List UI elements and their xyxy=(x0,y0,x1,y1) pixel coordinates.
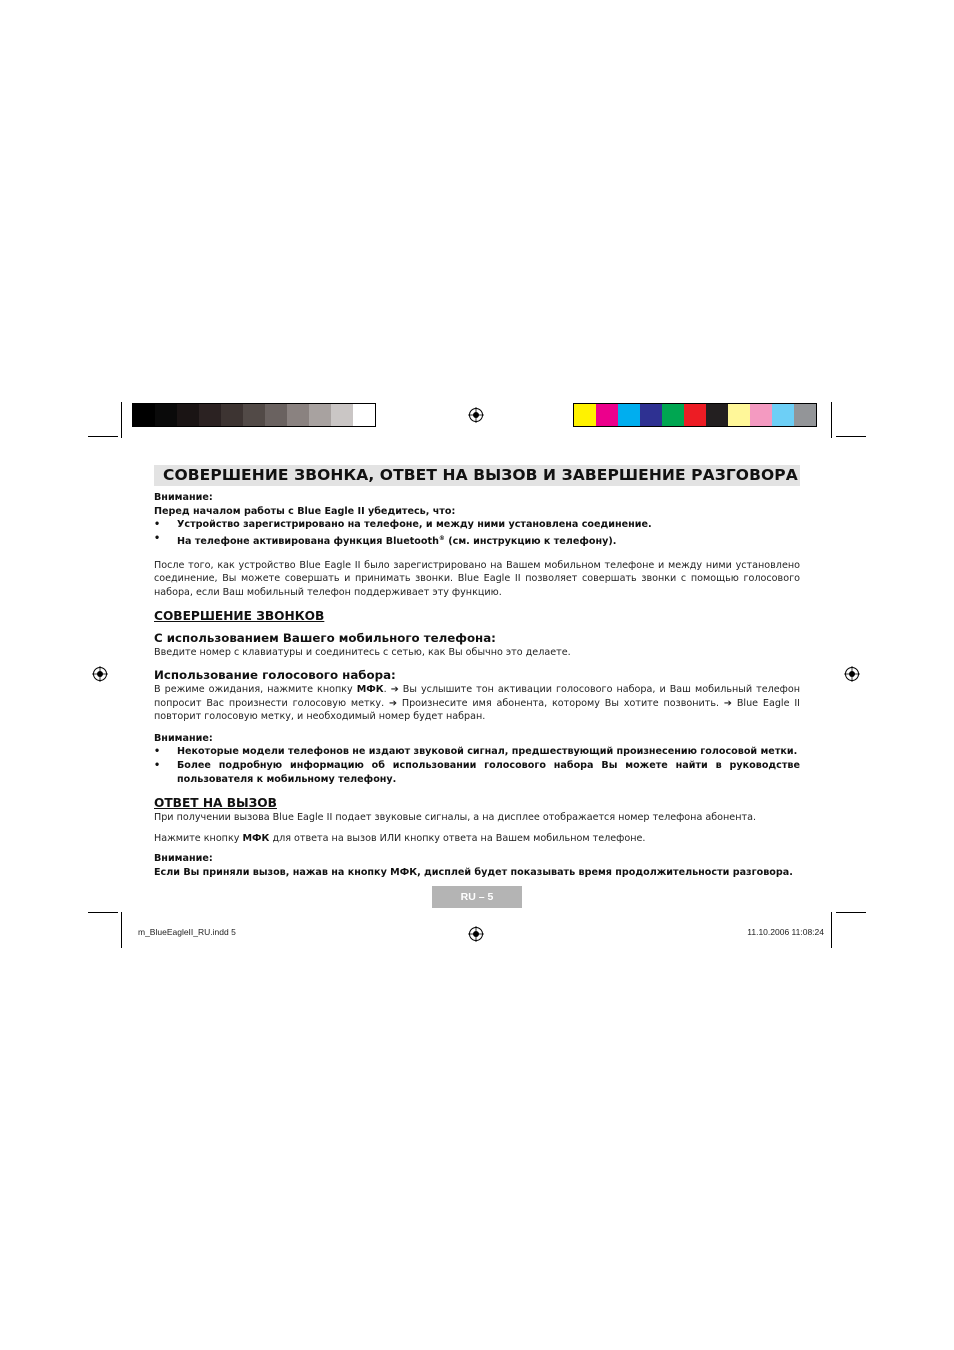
color-swatch xyxy=(794,404,816,426)
page-title: СОВЕРШЕНИЕ ЗВОНКА, ОТВЕТ НА ВЫЗОВ И ЗАВЕРШЕНИЕ РАЗГОВОРА xyxy=(163,466,798,484)
notice-label: Внимание: xyxy=(154,732,213,744)
registration-mark-icon xyxy=(468,926,484,942)
color-swatch xyxy=(596,404,618,426)
color-swatch xyxy=(133,404,155,426)
crop-mark-top-left-horizontal xyxy=(88,436,118,437)
color-swatch xyxy=(155,404,177,426)
color-swatch xyxy=(618,404,640,426)
color-swatch xyxy=(684,404,706,426)
crop-mark-top-right-vertical xyxy=(831,402,832,438)
section-heading-calls: СОВЕРШЕНИЕ ЗВОНКОВ xyxy=(154,609,325,624)
color-swatch xyxy=(287,404,309,426)
notice-label: Внимание: xyxy=(154,853,213,865)
crop-mark-bottom-left-vertical xyxy=(121,912,122,948)
paragraph-answer-1: При получении вызова Blue Eagle II подает звуковые сигналы, а на дисплее отображается номер телефона абонента. xyxy=(154,812,757,824)
color-swatch xyxy=(772,404,794,426)
subheading-mobile-phone: С использованием Вашего мобильного телефона: xyxy=(154,631,496,646)
color-swatch xyxy=(728,404,750,426)
crop-mark-top-right-horizontal xyxy=(836,436,866,437)
list-item: • Устройство зарегистрировано на телефоне, и между ними установлена соединение. xyxy=(154,519,652,531)
color-swatch xyxy=(706,404,728,426)
color-swatch xyxy=(177,404,199,426)
page-content xyxy=(154,491,800,879)
subheading-voice-dial: Использование голосового набора: xyxy=(154,667,396,682)
slug-filename: m_BlueEagleII_RU.indd 5 xyxy=(138,927,236,937)
section-heading-answer: ОТВЕТ НА ВЫЗОВ xyxy=(154,796,277,811)
notice-answer-text: Если Вы приняли вызов, нажав на кнопку МФК, дисплей будет показывать время продолжительности разговора. xyxy=(154,866,793,878)
crop-mark-bottom-right-horizontal xyxy=(836,912,866,913)
color-swatch xyxy=(331,404,353,426)
page-number: RU – 5 xyxy=(432,886,522,908)
color-swatch xyxy=(662,404,684,426)
crop-mark-bottom-right-vertical xyxy=(831,912,832,948)
intro-paragraph: После того, как устройство Blue Eagle II было зарегистрировано на Вашем мобильном телефоне и между ними установлено соединение, Вы можете совершать и принимать звонки. Blue Eagle II позволяет совершать звонки с помощью голосового набора, если Ваш мобильный телефон поддерживает эту функцию. xyxy=(154,559,800,598)
notice-label: Внимание: xyxy=(154,492,213,503)
list-item: • Более подробную информацию об использовании голосового набора Вы можете найти в руководстве пользователя к мобильному телефону. xyxy=(154,759,800,785)
paragraph-mobile-phone: Введите номер с клавиатуры и соединитесь с сетью, как Вы обычно это делаете. xyxy=(154,647,571,659)
color-swatch xyxy=(199,404,221,426)
list-item: • Некоторые модели телефонов не издают звуковой сигнал, предшествующий произнесению голосовой метки. xyxy=(154,746,798,758)
registration-mark-icon xyxy=(92,666,108,682)
paragraph-voice-dial: В режиме ожидания, нажмите кнопку МФК. ➔ Вы услышите тон активации голосового набора, и Ваш мобильный телефон попросит Вас произнести голосовую метку. ➔ Произнесите имя абонента, которому Вы хотите позвонить. ➔ Blue Eagle II повторит голосовую метку, и необходимый номер будет набран. xyxy=(154,683,800,723)
crop-mark-bottom-left-horizontal xyxy=(88,912,118,913)
grayscale-swatch-bar xyxy=(132,403,376,427)
color-swatch xyxy=(574,404,596,426)
color-swatch xyxy=(640,404,662,426)
registration-mark-icon xyxy=(468,407,484,423)
color-swatch xyxy=(221,404,243,426)
title-bar xyxy=(154,465,800,486)
color-swatch xyxy=(265,404,287,426)
color-swatch xyxy=(243,404,265,426)
color-swatch-bar xyxy=(573,403,817,427)
color-swatch xyxy=(309,404,331,426)
color-swatch xyxy=(353,404,375,426)
registration-mark-icon xyxy=(844,666,860,682)
list-item: • На телефоне активирована функция Bluetooth® (см. инструкцию к телефону). xyxy=(154,532,617,547)
slug-timestamp: 11.10.2006 11:08:24 xyxy=(747,927,824,937)
notice-intro: Перед началом работы с Blue Eagle II убедитесь, что: xyxy=(154,505,456,517)
paragraph-answer-2: Нажмите кнопку МФК для ответа на вызов ИЛИ кнопку ответа на Вашем мобильном телефоне. xyxy=(154,832,646,844)
crop-mark-top-left-vertical xyxy=(121,402,122,438)
color-swatch xyxy=(750,404,772,426)
